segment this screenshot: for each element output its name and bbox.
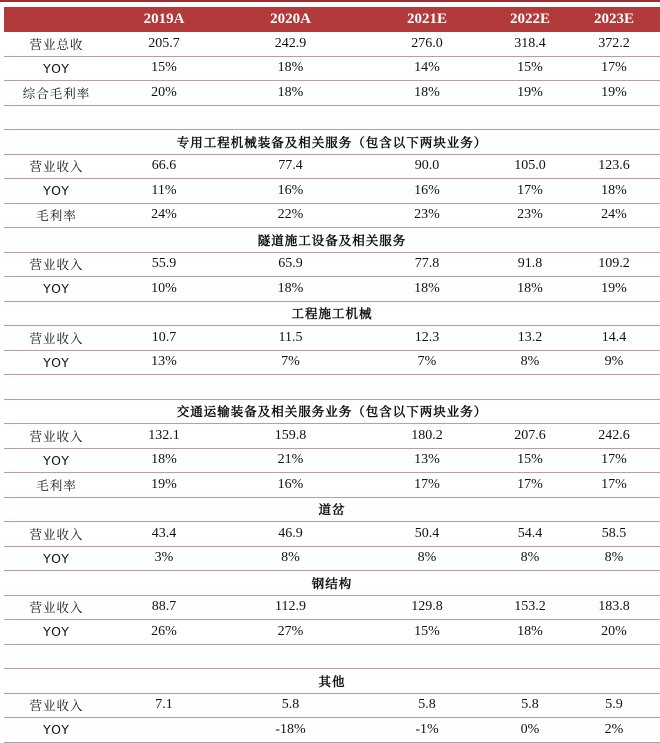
row-label: 营业收入 bbox=[4, 424, 109, 449]
table-cell: 17% bbox=[568, 473, 660, 498]
table-cell: 153.2 bbox=[492, 595, 568, 620]
table-cell: 11% bbox=[109, 179, 219, 204]
table-cell: 5.8 bbox=[362, 693, 492, 718]
table-cell: 17% bbox=[568, 448, 660, 473]
table-cell: 109.2 bbox=[568, 252, 660, 277]
table-row bbox=[4, 81, 660, 106]
table-cell: 5.8 bbox=[219, 693, 362, 718]
header-cell-2023e: 2023E bbox=[568, 7, 660, 32]
table-cell: 18% bbox=[362, 277, 492, 302]
spacer-row bbox=[4, 644, 660, 669]
row-label: 营业收入 bbox=[4, 252, 109, 277]
section-row bbox=[4, 301, 660, 326]
table-cell: 19% bbox=[109, 473, 219, 498]
spacer-cell bbox=[4, 375, 660, 400]
table-cell: -1% bbox=[362, 718, 492, 743]
table-cell: 16% bbox=[362, 179, 492, 204]
table-cell: 105.0 bbox=[492, 154, 568, 179]
table-row bbox=[4, 56, 660, 81]
table-cell: 132.1 bbox=[109, 424, 219, 449]
table-cell: 14.4 bbox=[568, 326, 660, 351]
section-row bbox=[4, 669, 660, 694]
table-cell: 17% bbox=[568, 56, 660, 81]
row-label: 营业收入 bbox=[4, 522, 109, 547]
table-row bbox=[4, 473, 660, 498]
table-cell: 205.7 bbox=[109, 32, 219, 56]
section-title: 道岔 bbox=[4, 497, 660, 522]
row-label: YOY bbox=[4, 277, 109, 302]
table-cell: 26% bbox=[109, 620, 219, 645]
section-row bbox=[4, 130, 660, 155]
row-label: 营业收入 bbox=[4, 595, 109, 620]
table-row bbox=[4, 326, 660, 351]
table-cell: 18% bbox=[219, 277, 362, 302]
table-cell: -18% bbox=[219, 718, 362, 743]
table-cell: 15% bbox=[492, 56, 568, 81]
header-cell-label bbox=[4, 7, 109, 32]
row-label: 营业收入 bbox=[4, 693, 109, 718]
table-row bbox=[4, 546, 660, 571]
section-title: 工程施工机械 bbox=[4, 301, 660, 326]
row-label: 营业收入 bbox=[4, 326, 109, 351]
table-cell: 24% bbox=[109, 203, 219, 228]
table-cell: 66.6 bbox=[109, 154, 219, 179]
revenue-forecast-table bbox=[4, 7, 660, 743]
table-cell: 112.9 bbox=[219, 595, 362, 620]
table-cell: 17% bbox=[492, 179, 568, 204]
table-cell: 242.6 bbox=[568, 424, 660, 449]
table-row bbox=[4, 718, 660, 743]
table-cell: 20% bbox=[109, 81, 219, 106]
section-title: 钢结构 bbox=[4, 571, 660, 596]
table-cell: 0% bbox=[492, 718, 568, 743]
row-label: 营业收入 bbox=[4, 154, 109, 179]
table-cell: 8% bbox=[492, 350, 568, 375]
row-label: YOY bbox=[4, 448, 109, 473]
table-cell: 23% bbox=[492, 203, 568, 228]
table-row bbox=[4, 424, 660, 449]
spacer-row bbox=[4, 375, 660, 400]
table-row bbox=[4, 32, 660, 56]
table-cell: 7% bbox=[219, 350, 362, 375]
header-cell-2020a: 2020A bbox=[219, 7, 362, 32]
table-cell: 129.8 bbox=[362, 595, 492, 620]
top-rule bbox=[0, 0, 660, 2]
table-cell: 24% bbox=[568, 203, 660, 228]
table-cell: 372.2 bbox=[568, 32, 660, 56]
table-row bbox=[4, 154, 660, 179]
table-cell: 55.9 bbox=[109, 252, 219, 277]
spacer-cell bbox=[4, 105, 660, 130]
table-cell: 65.9 bbox=[219, 252, 362, 277]
table-row bbox=[4, 620, 660, 645]
table-cell: 19% bbox=[492, 81, 568, 106]
table-cell: 91.8 bbox=[492, 252, 568, 277]
table-cell: 15% bbox=[109, 56, 219, 81]
table-cell: 54.4 bbox=[492, 522, 568, 547]
section-row bbox=[4, 228, 660, 253]
table-cell: 58.5 bbox=[568, 522, 660, 547]
table-cell: 7.1 bbox=[109, 693, 219, 718]
table-cell: 183.8 bbox=[568, 595, 660, 620]
row-label: YOY bbox=[4, 179, 109, 204]
table-cell: 14% bbox=[362, 56, 492, 81]
table-cell: 15% bbox=[492, 448, 568, 473]
header-cell-2022e: 2022E bbox=[492, 7, 568, 32]
table-cell: 2% bbox=[568, 718, 660, 743]
row-label: YOY bbox=[4, 718, 109, 743]
table-cell: 19% bbox=[568, 277, 660, 302]
header-row bbox=[4, 7, 660, 32]
table-cell: 88.7 bbox=[109, 595, 219, 620]
header-cell-2019a: 2019A bbox=[109, 7, 219, 32]
table-cell: 46.9 bbox=[219, 522, 362, 547]
section-title: 其他 bbox=[4, 669, 660, 694]
row-label: 毛利率 bbox=[4, 473, 109, 498]
table-body bbox=[4, 32, 660, 742]
table-cell: 18% bbox=[219, 81, 362, 106]
table-cell: 159.8 bbox=[219, 424, 362, 449]
table-row bbox=[4, 448, 660, 473]
table-row bbox=[4, 252, 660, 277]
table-cell: 22% bbox=[219, 203, 362, 228]
table-cell: 90.0 bbox=[362, 154, 492, 179]
table-cell: 18% bbox=[492, 277, 568, 302]
table-cell: 276.0 bbox=[362, 32, 492, 56]
table-cell: 18% bbox=[109, 448, 219, 473]
table-cell: 11.5 bbox=[219, 326, 362, 351]
table-cell: 207.6 bbox=[492, 424, 568, 449]
table-cell: 18% bbox=[492, 620, 568, 645]
table-cell: 180.2 bbox=[362, 424, 492, 449]
table-cell: 43.4 bbox=[109, 522, 219, 547]
table-cell: 5.8 bbox=[492, 693, 568, 718]
row-label: 营业总收 bbox=[4, 32, 109, 56]
table-row bbox=[4, 595, 660, 620]
table-cell: 9% bbox=[568, 350, 660, 375]
section-title: 专用工程机械装备及相关服务（包含以下两块业务） bbox=[4, 130, 660, 155]
row-label: YOY bbox=[4, 350, 109, 375]
table-cell: 8% bbox=[492, 546, 568, 571]
table-row bbox=[4, 203, 660, 228]
table-cell: 77.8 bbox=[362, 252, 492, 277]
table-cell: 7% bbox=[362, 350, 492, 375]
row-label: 毛利率 bbox=[4, 203, 109, 228]
table-cell: 16% bbox=[219, 179, 362, 204]
table-row bbox=[4, 277, 660, 302]
table-cell bbox=[109, 718, 219, 743]
table-cell: 18% bbox=[568, 179, 660, 204]
table-cell: 16% bbox=[219, 473, 362, 498]
table-cell: 50.4 bbox=[362, 522, 492, 547]
table-cell: 8% bbox=[362, 546, 492, 571]
table-cell: 17% bbox=[492, 473, 568, 498]
section-row bbox=[4, 497, 660, 522]
table-cell: 20% bbox=[568, 620, 660, 645]
spacer-row bbox=[4, 105, 660, 130]
row-label: YOY bbox=[4, 56, 109, 81]
table-cell: 13.2 bbox=[492, 326, 568, 351]
table-cell: 18% bbox=[362, 81, 492, 106]
table-cell: 242.9 bbox=[219, 32, 362, 56]
row-label: YOY bbox=[4, 620, 109, 645]
table-cell: 123.6 bbox=[568, 154, 660, 179]
table-cell: 5.9 bbox=[568, 693, 660, 718]
section-title: 交通运输装备及相关服务业务（包含以下两块业务） bbox=[4, 399, 660, 424]
table-row bbox=[4, 179, 660, 204]
table-cell: 77.4 bbox=[219, 154, 362, 179]
table-cell: 8% bbox=[568, 546, 660, 571]
table-row bbox=[4, 693, 660, 718]
table-cell: 3% bbox=[109, 546, 219, 571]
table-cell: 23% bbox=[362, 203, 492, 228]
table-cell: 27% bbox=[219, 620, 362, 645]
row-label: 综合毛利率 bbox=[4, 81, 109, 106]
table-row bbox=[4, 350, 660, 375]
table-cell: 10.7 bbox=[109, 326, 219, 351]
table-cell: 318.4 bbox=[492, 32, 568, 56]
table-cell: 15% bbox=[362, 620, 492, 645]
table-cell: 13% bbox=[109, 350, 219, 375]
section-row bbox=[4, 571, 660, 596]
spacer-cell bbox=[4, 644, 660, 669]
section-row bbox=[4, 399, 660, 424]
table-row bbox=[4, 522, 660, 547]
table-cell: 10% bbox=[109, 277, 219, 302]
table-cell: 13% bbox=[362, 448, 492, 473]
section-title: 隧道施工设备及相关服务 bbox=[4, 228, 660, 253]
row-label: YOY bbox=[4, 546, 109, 571]
table-cell: 19% bbox=[568, 81, 660, 106]
table-cell: 8% bbox=[219, 546, 362, 571]
table-cell: 18% bbox=[219, 56, 362, 81]
header-cell-2021e: 2021E bbox=[362, 7, 492, 32]
table-cell: 21% bbox=[219, 448, 362, 473]
table-cell: 17% bbox=[362, 473, 492, 498]
table-cell: 12.3 bbox=[362, 326, 492, 351]
